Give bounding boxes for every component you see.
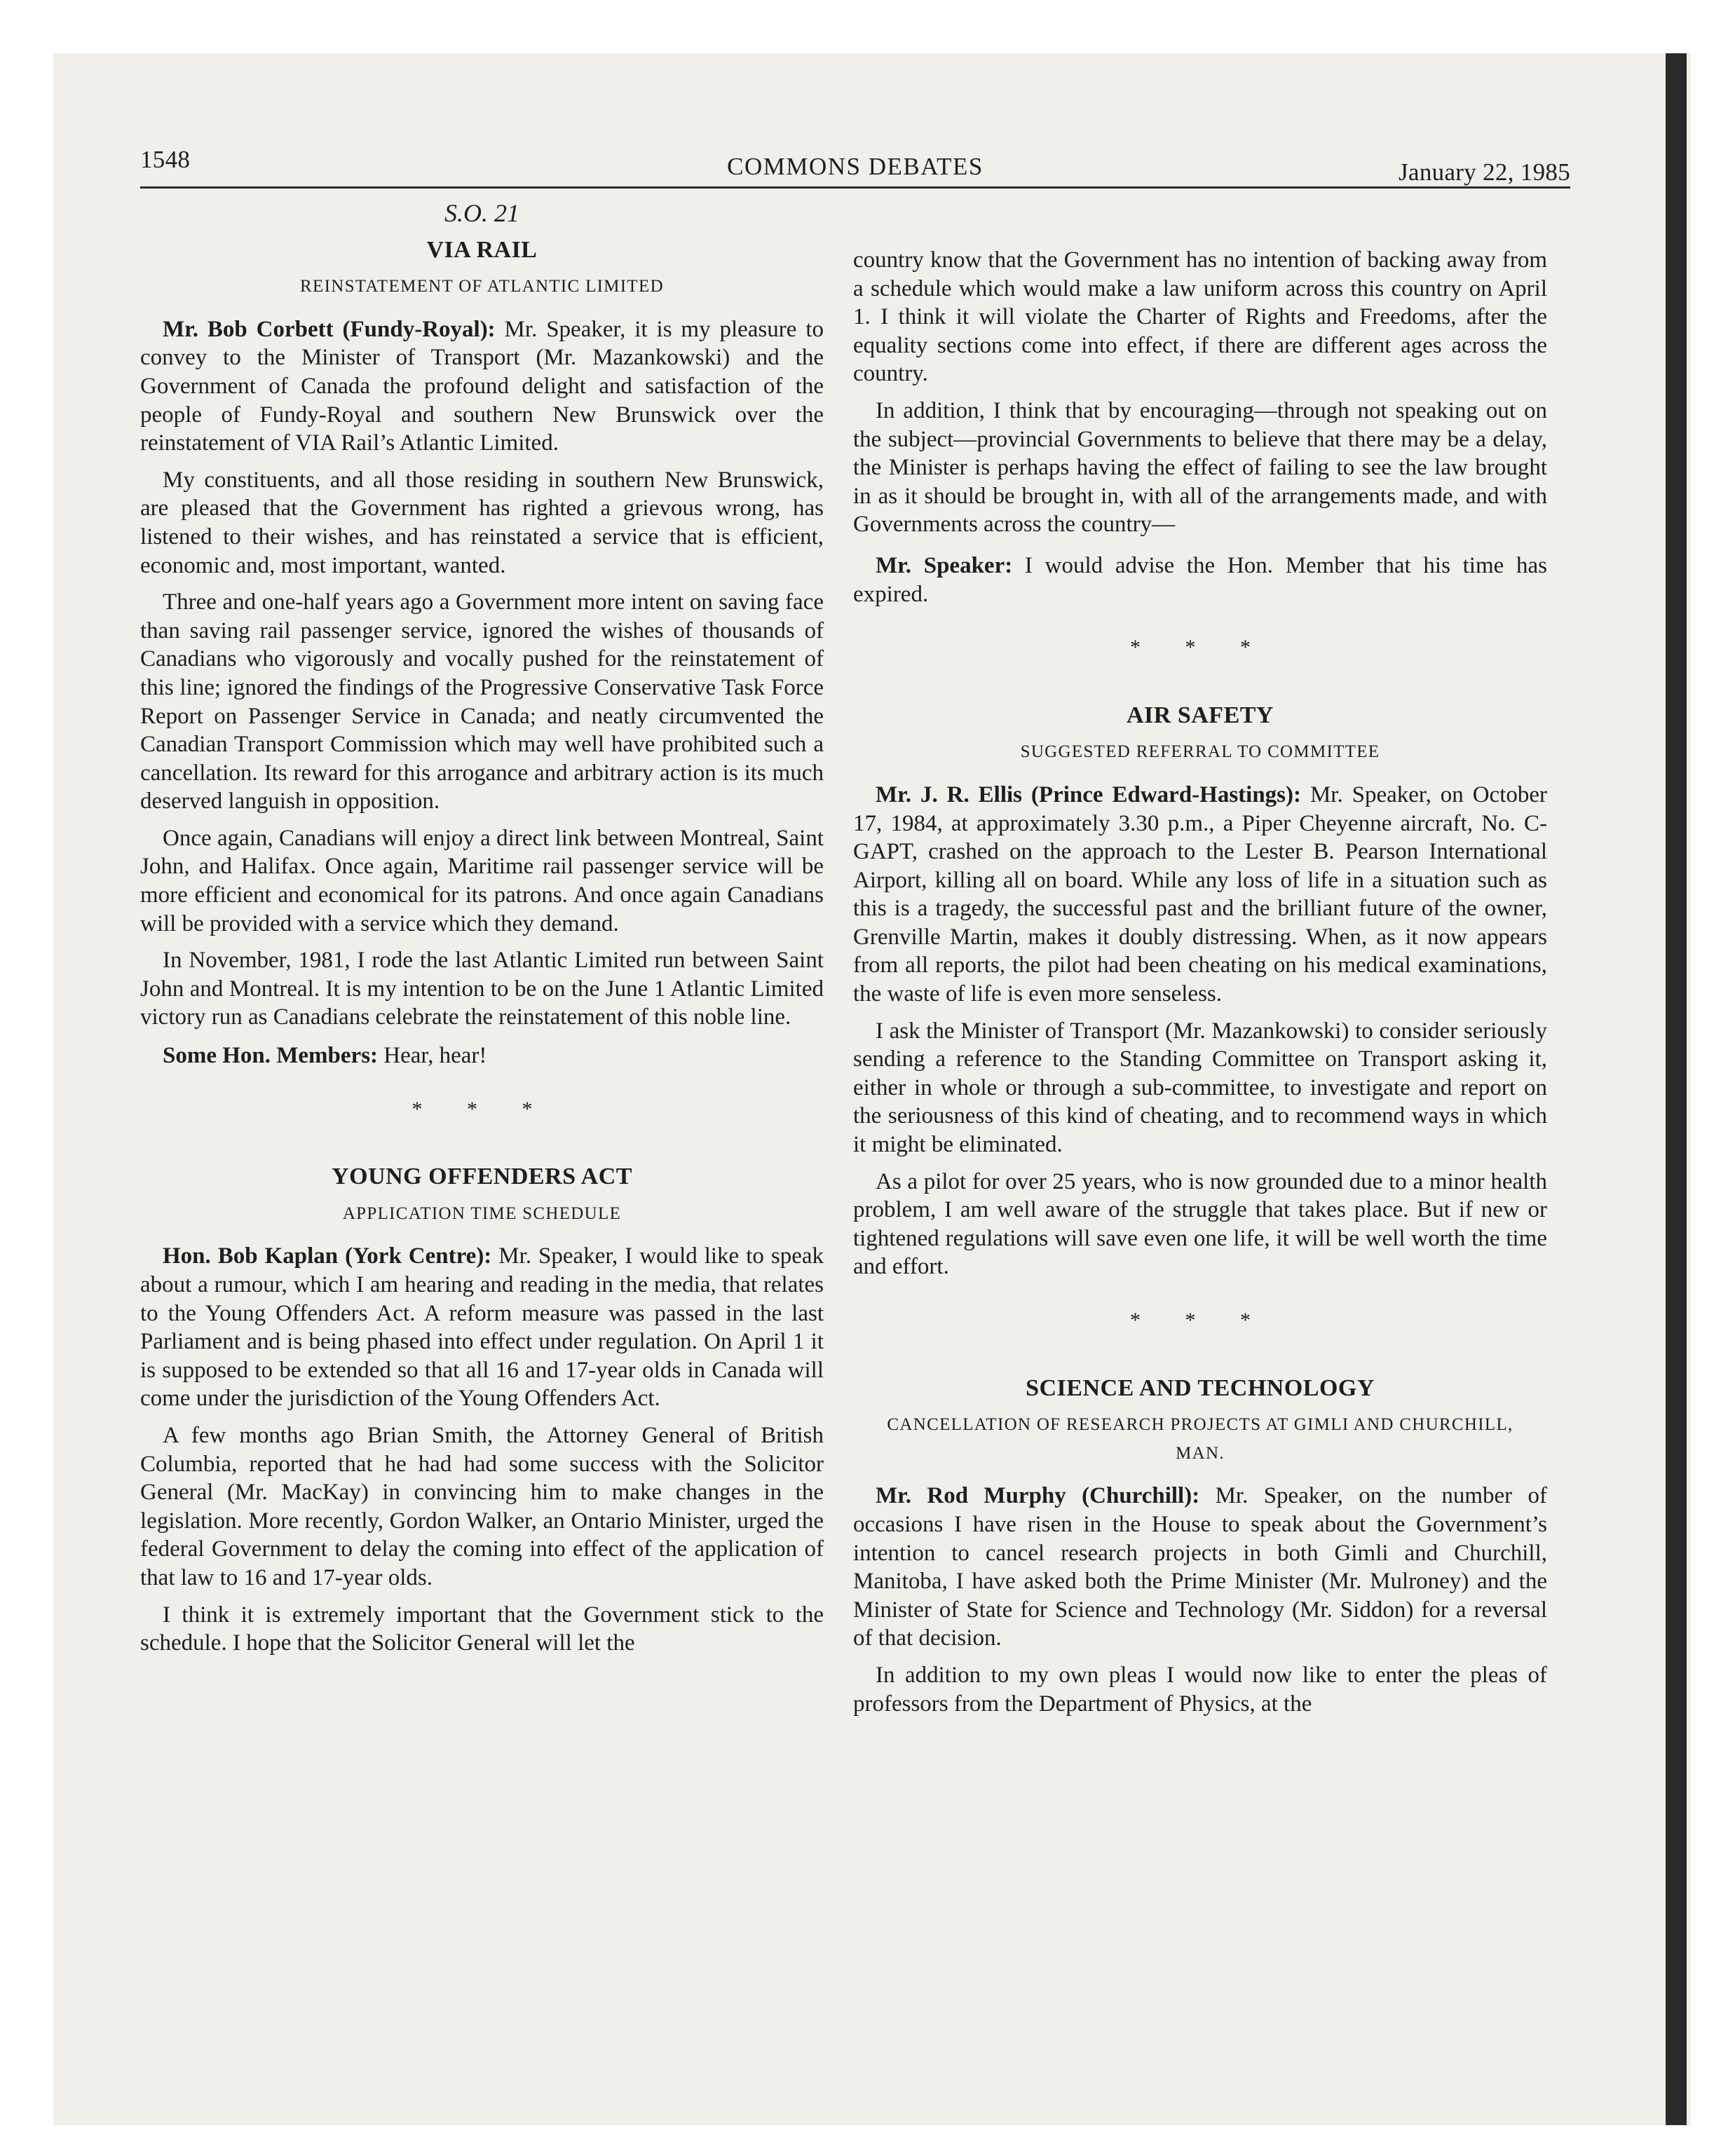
paragraph [853,1482,1547,1653]
paragraph: In addition, I think that by encouraging—through not speaking out on the subject—provincial Governments to believe that there may be a delay, the Minister is perhaps having the effect of failing to see the law brought in as it should be brought in, with all of the arrangements made, and with Governments across the country— [853,397,1547,538]
paragraph: A few months ago Brian Smith, the Attorney General of British Columbia, reported that he had had some success with the Solicitor General (Mr. MacKay) in convincing him to make changes in the legislation. More recently, Gordon Walker, an Ontario Minister, urged the federal Government to delay the coming into effect of the application of that law to 16 and 17-year olds. [140,1422,824,1590]
section-heading-young-offenders: YOUNG OFFENDERS ACT [332,1164,632,1190]
paragraph: My constituents, and all those residing in southern New Brunswick, are pleased that the Government has righted a grievous wrong, has listened to their wishes, and has reinstated a service that is efficient, economic and, most important, wanted. [140,467,824,578]
section-subheading: SUGGESTED REFERRAL TO COMMITTEE [1020,742,1380,762]
paragraph [140,1242,824,1413]
section-subheading: APPLICATION TIME SCHEDULE [342,1203,622,1223]
speaker-name: Mr. Speaker: [876,552,1013,578]
speaker-name: Hon. Bob Kaplan (York Centre): [163,1243,492,1269]
standing-order-label: S.O. 21 [444,199,519,227]
section-heading-air-safety: AIR SAFETY [1127,702,1274,728]
paragraph [140,1042,824,1070]
section-separator: * * * [1130,636,1270,660]
speaker-name: Mr. Rod Murphy (Churchill): [876,1483,1200,1509]
section-separator: * * * [1130,1309,1270,1332]
paragraph: As a pilot for over 25 years, who is now grounded due to a minor health problem, I am well aware of the struggle that takes place. But if new or tightened regulations will save even one life, it will be well worth the time and effort. [853,1168,1547,1280]
speech-text: I would advise the Hon. Member that his time has expired. [853,552,1547,607]
paragraph: I think it is extremely important that the Government stick to the schedule. I hope that the Solicitor General will let the [140,1602,824,1656]
paragraph [140,315,824,458]
speaker-name: Mr. J. R. Ellis (Prince Edward-Hastings): [876,782,1302,807]
section-subheading: CANCELLATION OF RESEARCH PROJECTS AT GIMLI AND CHURCHILL, MAN. [887,1415,1513,1463]
paragraph [853,552,1547,608]
speech-text: Mr. Speaker, on October 17, 1984, at approximately 3.30 p.m., a Piper Cheyenne aircraft, No. C-GAPT, crashed on the approach to the Lester B. Pearson International Airport, killing all on board. While any loss of life in a situation such as this is a tragedy, the successful past and the brilliant future of the owner, Grenville Martin, makes it doubly distressing. When, as it now appears from all reports, the pilot had been cheating on his medical examinations, the waste of life is even more senseless. [853,782,1548,1007]
paragraph: In addition to my own pleas I would now like to enter the pleas of professors from the Department of Physics, at the [853,1662,1547,1717]
paragraph: In November, 1981, I rode the last Atlantic Limited run between Saint John and Montreal. It is my intention to be on the June 1 Atlantic Limited victory run as Canadians celebrate the reinstatement of this noble line. [140,948,824,1030]
speaker-name: Some Hon. Members: [163,1043,379,1069]
speech-text: Mr. Speaker, I would like to speak about a rumour, which I am hearing and reading in the media, that relates to the Young Offenders Act. A reform measure was passed in the last Parliament and is being phased into effect under regulation. On April 1 it is supposed to be extended so that all 16 and 17-year olds in Canada will come under the jurisdiction of the Young Offenders Act. [140,1243,824,1412]
section-subheading: REINSTATEMENT OF ATLANTIC LIMITED [300,277,664,296]
right-column [853,246,1547,1726]
speech-text: Hear, hear! [378,1043,487,1069]
speech-text: Mr. Speaker, it is my pleasure to convey to the Minister of Transport (Mr. Mazankowski) and the Government of Canada the profound delight and satisfaction of the people of Fundy-Royal and southern New Brunswick over the reinstatement of VIA Rail’s Atlantic Limited. [140,316,824,456]
publication-title: COMMONS DEBATES [727,153,984,180]
paragraph [853,781,1547,1009]
section-separator: * * * [411,1097,552,1121]
publication-date: January 22, 1985 [1399,158,1570,186]
paragraph: country know that the Government has no intention of backing away from a schedule which would make a law uniform across this country on April 1. I think it will violate the Charter of Rights and Freedoms, after the equality sections come into effect, if there are different ages across the country. [853,247,1547,387]
speech-text: Mr. Speaker, on the number of occasions I have risen in the House to speak about the Government’s intention to cancel research projects in both Gimli and Churchill, Manitoba, I have asked both the Prime Minister (Mr. Mulroney) and the Minister of State for Science and Technology (Mr. Siddon) for a reversal of that decision. [853,1483,1547,1651]
left-column [140,199,824,1666]
paragraph: Three and one-half years ago a Government more intent on saving face than saving rail passenger service, ignored the wishes of thousands of Canadians who vigorously and vocally pushed for the reinstatement of this line; ignored the findings of the Progressive Conservative Task Force Report on Passenger Service in Canada; and neatly circumvented the Canadian Transport Commission which may well have prohibited such a cancellation. Its reward for this arrogance and arbitrary action is its much deserved languish in opposition. [140,589,824,814]
speaker-name: Mr. Bob Corbett (Fundy-Royal): [163,316,496,342]
section-heading-science-technology: SCIENCE AND TECHNOLOGY [1026,1374,1375,1401]
binding-edge [1666,53,1687,2125]
paragraph: Once again, Canadians will enjoy a direct link between Montreal, Saint John, and Halifax. Once again, Maritime rail passenger service will be more efficient and economical for its patrons. And once again Canadians will be provided with a service which they demand. [140,825,824,936]
page-number: 1548 [140,146,191,173]
page-header [140,140,1570,189]
paragraph: I ask the Minister of Transport (Mr. Mazankowski) to consider seriously sending a reference to the Standing Committee on Transport asking it, either in whole or through a sub-committee, to investigate and report on the seriousness of this kind of cheating, and to recommend ways in which it might be eliminated. [853,1018,1547,1158]
section-heading-via-rail: VIA RAIL [426,236,538,263]
